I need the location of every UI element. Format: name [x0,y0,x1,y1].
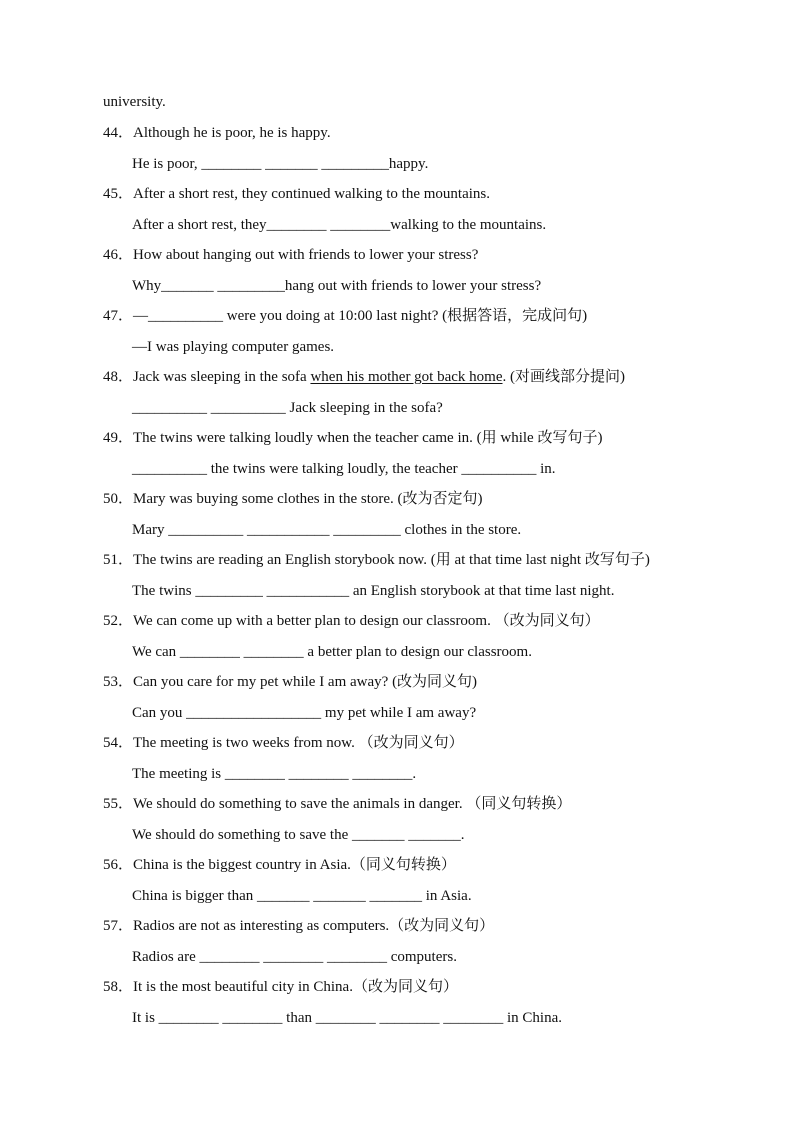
question-51: 51．The twins are reading an English storybook now. (用 at that time last night 改写句子) [103,552,650,568]
answer-line-57: Radios are ________ ________ ________ computers. [132,949,457,965]
answer-line-54: The meeting is ________ ________ ________. [132,766,417,782]
answer-line-44: He is poor, ________ _______ _________happy. [132,156,429,172]
answer-line-58: It is ________ ________ than ________ ________ ________ in China. [132,1010,562,1026]
question-56: 56．China is the biggest country in Asia.（同义句转换） [103,857,456,873]
question-57: 57．Radios are not as interesting as computers.（改为同义句） [103,918,495,934]
question-54: 54．The meeting is two weeks from now. （改为同义句） [103,735,464,751]
question-49: 49．The twins were talking loudly when the teacher came in. (用 while 改写句子) [103,430,603,446]
answer-line-50: Mary __________ ___________ _________ clothes in the store. [132,522,522,538]
question-55: 55．We should do something to save the animals in danger. （同义句转换） [103,796,572,812]
answer-line-56: China is bigger than _______ _______ _______ in Asia. [132,888,472,904]
question-46: 46．How about hanging out with friends to lower your stress? [103,247,479,263]
answer-line-46: Why_______ _________hang out with friends to lower your stress? [132,278,542,294]
question-53: 53．Can you care for my pet while I am away? (改为同义句) [103,674,478,690]
question-50: 50．Mary was buying some clothes in the store. (改为否定句) [103,491,483,507]
question-48-instruction: . (对画线部分提问) [502,369,625,385]
answer-line-53: Can you __________________ my pet while I am away? [132,705,477,721]
answer-line-48: __________ __________ Jack sleeping in the sofa? [132,400,443,416]
answer-line-45: After a short rest, they________ ________walking to the mountains. [132,217,547,233]
answer-line-47: —I was playing computer games. [132,339,335,355]
continuation-text: university. [103,94,166,110]
answer-line-51: The twins _________ ___________ an English storybook at that time last night. [132,583,615,599]
question-47: 47．—__________ were you doing at 10:00 last night? (根据答语，完成问句) [103,308,588,324]
question-48 [103,368,625,386]
underlined-phrase: when his mother got back home [310,369,503,385]
question-44: 44．Although he is poor, he is happy. [103,125,331,141]
question-58: 58．It is the most beautiful city in China.（改为同义句） [103,979,458,995]
answer-line-49: __________ the twins were talking loudly, the teacher __________ in. [132,461,556,477]
question-45: 45．After a short rest, they continued walking to the mountains. [103,186,491,202]
question-48-start: 48．Jack was sleeping in the sofa [103,369,311,385]
answer-line-55: We should do something to save the _______ _______. [132,827,465,843]
question-52: 52．We can come up with a better plan to design our classroom. （改为同义句） [103,613,600,629]
answer-line-52: We can ________ ________ a better plan to design our classroom. [132,644,532,660]
